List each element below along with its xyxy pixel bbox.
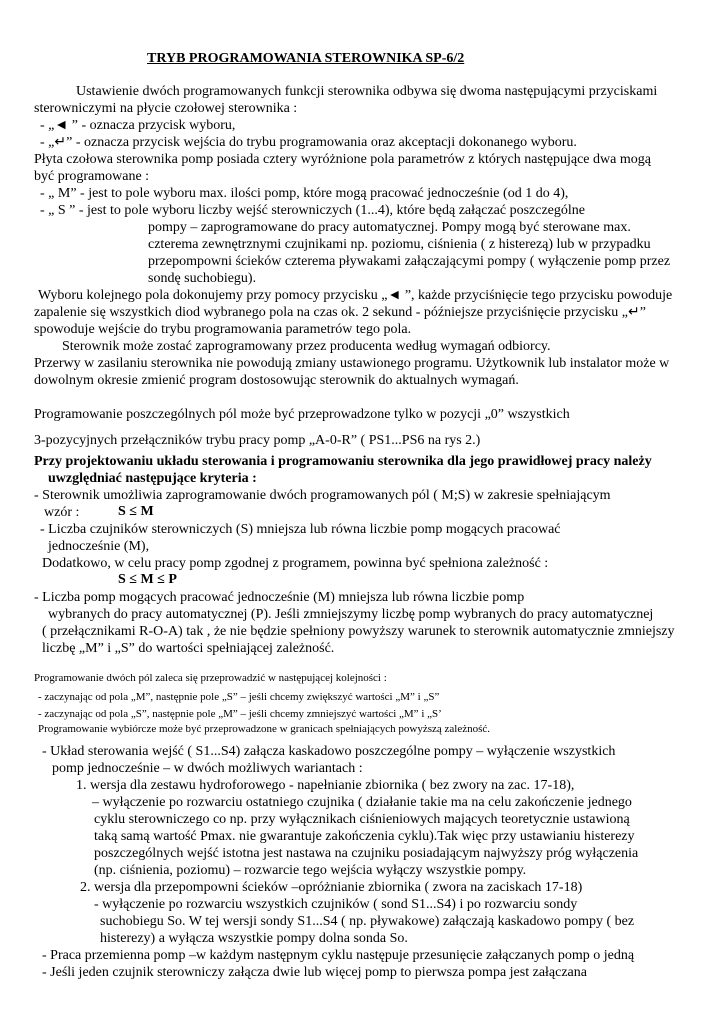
- paragraph-line: sterowniczymi na płycie czołowej sterownika :: [34, 101, 298, 116]
- paragraph-line: 3-pozycyjnych przełączników trybu pracy pomp „A-0-R” ( PS1...PS6 na rys 2.): [34, 433, 481, 448]
- list-item-continuation: cyklu sterowniczego co np. przy wyłącznikach ciśnieniowych mających teoretycznie ustawioną: [94, 812, 630, 827]
- list-item-continuation: histerezy) a wyłącza wszystkie pompy dolna sonda So.: [100, 931, 408, 946]
- small-note: Programowanie dwóch pól zaleca się przeprowadzić w następującej kolejności :: [34, 672, 387, 684]
- list-item-continuation: taką samą wartość Pmax. nie gwarantuje zakończenia cyklu).Tak więc przy ustawianiu histerezy: [94, 829, 635, 844]
- list-item-continuation: jednocześnie (M),: [48, 539, 150, 554]
- list-item-continuation: – wyłączenie po rozwarciu ostatniego czujnika ( działanie takie ma na celu zakończenie jednego: [92, 795, 632, 810]
- document-title: TRYB PROGRAMOWANIA STEROWNIKA SP-6/2: [147, 51, 465, 66]
- small-note: - zaczynając od pola „S”, następnie pole „M” – jeśli chcemy zmniejszyć wartości „M” i „S’: [38, 708, 442, 720]
- paragraph-line: Płyta czołowa sterownika pomp posiada cztery wyróżnione pola parametrów z których następujące dwa mogą: [34, 152, 651, 167]
- list-item: - Praca przemienna pomp –w każdym następnym cyklu następuje przesunięcie załączanych pomp o jedną: [42, 948, 635, 963]
- list-item-continuation: pomp jednocześnie – w dwóch możliwych wariantach :: [52, 761, 363, 776]
- list-item: - „◄ ” - oznacza przycisk wyboru,: [40, 118, 236, 133]
- list-item-continuation: (np. ciśnienia, poziomu) – rozwarcie tego wejścia wyłączy wszystkie pompy.: [94, 863, 527, 878]
- formula: S ≤ M ≤ P: [118, 572, 177, 587]
- paragraph-line: Programowanie poszczególnych pól może być przeprowadzone tylko w pozycji „0” wszystkich: [34, 407, 570, 422]
- list-item: - „↵” - oznacza przycisk wejścia do trybu programowania oraz akceptacji dokonanego wyboru.: [40, 135, 577, 150]
- list-item: - Liczba pomp mogących pracować jednocześnie (M) mniejsza lub równa liczbie pomp: [34, 590, 525, 605]
- paragraph-line: Dodatkowo, w celu pracy pomp zgodnej z programem, powinna być spełniona zależność :: [42, 556, 549, 571]
- paragraph-line: Sterownik może zostać zaprogramowany przez producenta według wymagań odbiorcy.: [62, 339, 551, 354]
- list-item: - „ M” - jest to pole wyboru max. ilości pomp, które mogą pracować jednocześnie (od 1 do 4),: [40, 186, 569, 201]
- list-item-continuation: pompy – zaprogramowane do pracy automatycznej. Pompy mogą być sterowane max.: [148, 220, 631, 235]
- list-item: - Liczba czujników sterowniczych (S) mniejsza lub równa liczbie pomp mogących pracować: [40, 522, 561, 537]
- list-item-continuation: przepompowni ścieków czterema pływakami załączającymi pompy ( wyłączenie pomp przez: [148, 254, 671, 269]
- list-item-continuation: suchobiegu So. W tej wersji sondy S1...S4 ( np. pływakowe) załączają kaskadowo pompy ( bez: [100, 914, 635, 929]
- paragraph-line: spowoduje wejście do trybu programowania parametrów tego pola.: [34, 322, 412, 337]
- list-item-continuation: poszczególnych wejść istotna jest nastawa na czujniku posiadającym najwyższy próg wyłączenia: [94, 846, 639, 861]
- list-item-continuation: liczbę „M” i „S” do wartości spełniającej zależność.: [42, 641, 335, 656]
- criteria-heading: uwzględniać następujące kryteria :: [48, 471, 257, 486]
- list-item: 2. wersja dla przepompowni ścieków –opróżnianie zbiornika ( zwora na zaciskach 17-18): [80, 880, 583, 895]
- list-item-continuation: - wyłączenie po rozwarciu wszystkich czujników ( sond S1...S4) i po rozwarciu sondy: [94, 897, 578, 912]
- small-note: - zaczynając od pola „M”, następnie pole „S” – jeśli chcemy zwiększyć wartości „M” i „S”: [38, 691, 440, 703]
- paragraph-line: zapalenie się wszystkich diod wybranego pola na czas ok. 2 sekund - późniejsze przyciśnięcie przycisku „↵”: [34, 305, 646, 320]
- paragraph-line: Wyboru kolejnego pola dokonujemy przy pomocy przycisku „◄ ”, każde przyciśnięcie tego przycisku powoduje: [38, 288, 673, 303]
- small-note: Programowanie wybiórcze może być przeprowadzone w granicach spełniających powyższą zależność.: [38, 723, 491, 735]
- list-item-continuation: ( przełącznikami R-O-A) tak , że nie będzie spełniony powyższy warunek to sterownik automatycznie zmniejszy: [42, 624, 675, 639]
- paragraph-line: Przerwy w zasilaniu sterownika nie powodują zmiany ustawionego programu. Użytkownik lub instalator może w: [34, 356, 670, 371]
- list-item-continuation: czterema zewnętrznymi czujnikami np. poziomu, ciśnienia ( z histerezą) lub w przypadku: [148, 237, 651, 252]
- criteria-heading: Przy projektowaniu układu sterowania i programowaniu sterownika dla jego prawidłowej pracy należy: [34, 454, 652, 469]
- list-item: 1. wersja dla zestawu hydroforowego - napełnianie zbiornika ( bez zwory na zac. 17-18),: [76, 778, 575, 793]
- list-item: - „ S ” - jest to pole wyboru liczby wejść sterowniczych (1...4), które będą załączać poszczególne: [40, 203, 585, 218]
- list-item-continuation: sondę suchobiegu).: [148, 271, 257, 286]
- formula-label: wzór :: [44, 505, 80, 520]
- paragraph-line: być programowane :: [34, 169, 150, 184]
- list-item: - Jeśli jeden czujnik sterowniczy załącza dwie lub więcej pomp to pierwsza pompa jest załączana: [42, 965, 587, 980]
- paragraph-line: - Sterownik umożliwia zaprogramowanie dwóch programowanych pól ( M;S) w zakresie spełniającym: [34, 488, 611, 503]
- list-item-continuation: wybranych do pracy automatycznej (P). Jeśli zmniejszymy liczbę pomp wybranych do pracy automatycznej: [48, 607, 654, 622]
- list-item: - Układ sterowania wejść ( S1...S4) załącza kaskadowo poszczególne pompy – wyłączenie wszystkich: [42, 744, 616, 759]
- paragraph-line: dowolnym okresie zmienić program dostosowując sterownik do aktualnych wymagań.: [34, 373, 519, 388]
- formula: S ≤ M: [118, 504, 154, 519]
- paragraph-line: Ustawienie dwóch programowanych funkcji sterownika odbywa się dwoma następującymi przyciskami: [76, 84, 658, 99]
